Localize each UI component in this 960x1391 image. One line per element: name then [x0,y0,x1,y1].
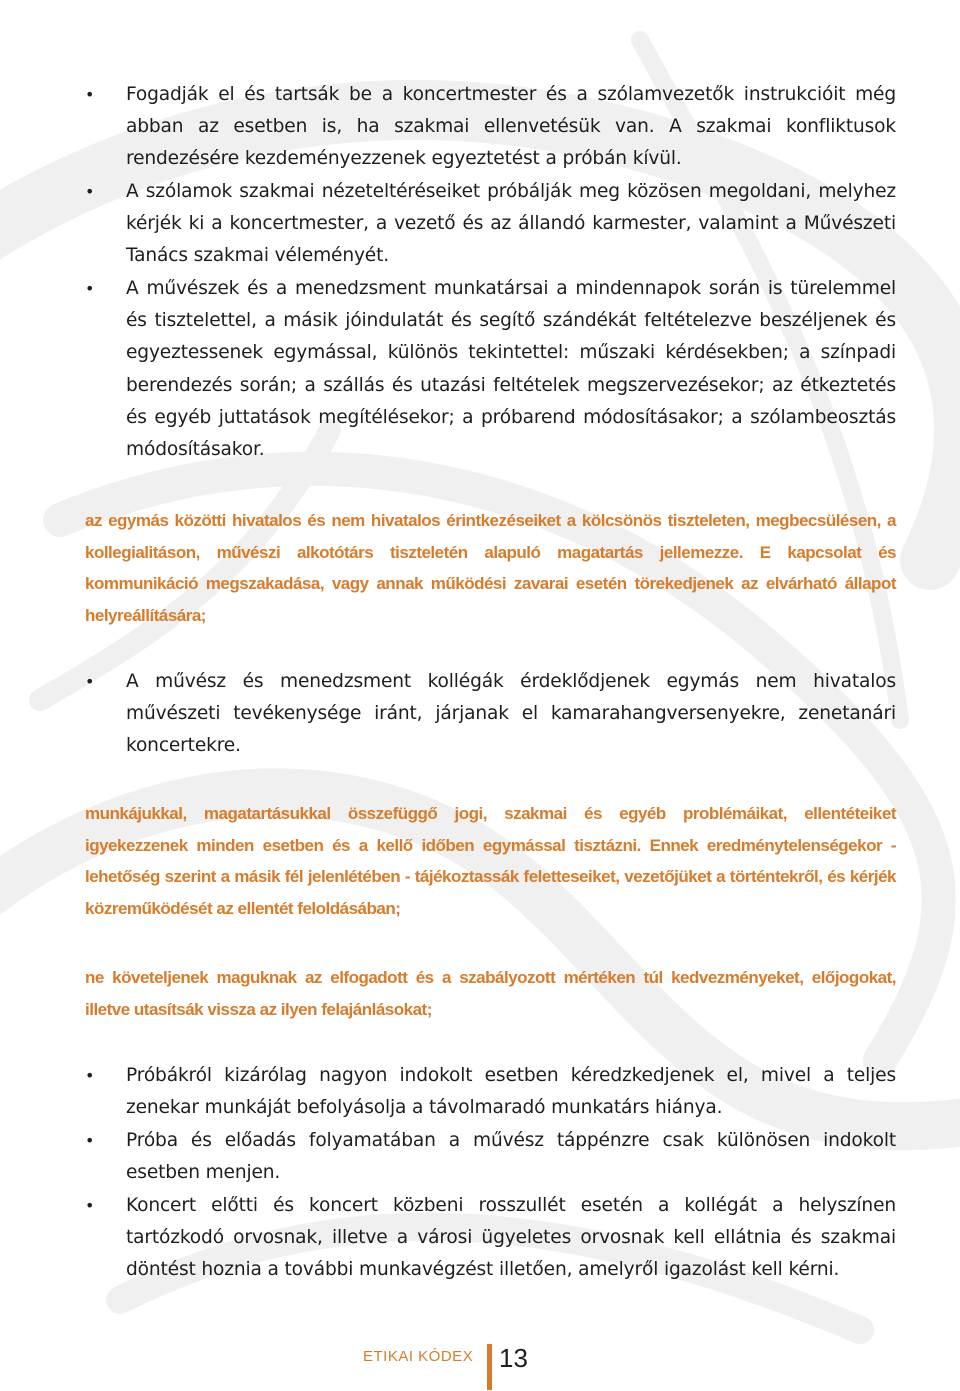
footer-title: ETIKAI KÓDEX [363,1348,474,1365]
bullet-marker: • [85,672,95,691]
bullet-item [85,79,896,176]
bullet-marker: • [85,279,95,298]
page-number: 13 [499,1343,528,1373]
bullet-marker: • [85,1066,95,1085]
highlighted-paragraph: az egymás közötti hivatalos és nem hivatalos érintkezéseiket a kölcsönös tiszteleten, megbecsülésen, a kollegialitáson, művészi alkotótárs tiszteletén alapuló magatartás jellemezze. E kapcsolat és kommunikáció megszakadása, vagy annak működési zavarai esetén törekedjenek az elvárható állapot helyreállítására; [85,511,896,625]
bullet-item [85,1190,896,1287]
bullet-text: Fogadják el és tartsák be a koncertmester és a szólamvezetők instrukcióit még abban az esetben is, ha szakmai ellenvetésük van. A szakmai konfliktusok rendezésére kezdeményezzenek egyeztetést a próbán kívül. [126,84,896,170]
bullet-text: A művészek és a menedzsment munkatársai a mindennapok során is türelemmel és tisztelettel, a másik jóindulatát és segítő szándékát feltételezve beszéljenek és egyeztessenek egymással, különös tekintettel: műszaki kérdésekben; a színpadi berendezés során; a szállás és utazási feltételek megszervezésekor; az étkeztetés és egyéb juttatások megítélésekor; a próbarend módosításakor; a szólambeosztás módosításakor. [126,278,896,461]
bullet-item [85,1125,896,1189]
bullet-text: A művész és menedzsment kollégák érdeklődjenek egymás nem hivatalos művészeti tevékenysége iránt, járjanak el kamarahangversenyekre, zenetanári koncertekre. [126,671,896,757]
bullet-marker: • [85,1131,95,1150]
bullet-item [85,666,896,763]
footer-divider [487,1344,492,1390]
bullet-item [85,273,896,466]
bullet-marker: • [85,1196,95,1215]
bullet-text: Próba és előadás folyamatában a művész táppénzre csak különösen indokolt esetben menjen. [126,1130,896,1184]
bullet-item [85,1060,896,1124]
bullet-text: Próbákról kizárólag nagyon indokolt esetben kéredzkedjenek el, mivel a teljes zenekar munkáját befolyásolja a távolmaradó munkatárs hiánya. [126,1065,896,1119]
bullet-text: Koncert előtti és koncert közbeni rosszullét esetén a kollégát a helyszínen tartózkodó orvosnak, illetve a városi ügyeletes orvosnak kell ellátnia és szakmai döntést hoznia a további munkavégzést illetően, amelyről igazolást kell kérni. [126,1195,896,1281]
highlighted-paragraph: munkájukkal, magatartásukkal összefüggő jogi, szakmai és egyéb problémáikat, ellentéteiket igyekezzenek minden esetben és a kellő időben egymással tisztázni. Ennek eredménytelenségekor - lehetőség szerint a másik fél jelenlétében - tájékoztassák feletteseiket, vezetőjüket a történtekről, és kérjék közreműködését az ellentét feloldásában; [85,804,896,918]
bullet-item [85,176,896,273]
bullet-text: A szólamok szakmai nézeteltéréseiket próbálják meg közösen megoldani, melyhez kérjék ki a koncertmester, a vezető és az állandó karmester, valamint a Művészeti Tanács szakmai véleményét. [126,181,896,267]
bullet-marker: • [85,85,95,104]
bullet-marker: • [85,182,95,201]
highlighted-paragraph: ne követeljenek maguknak az elfogadott és a szabályozott mértéken túl kedvezményeket, előjogokat, illetve utasítsák vissza az ilyen felajánlásokat; [85,968,896,1019]
